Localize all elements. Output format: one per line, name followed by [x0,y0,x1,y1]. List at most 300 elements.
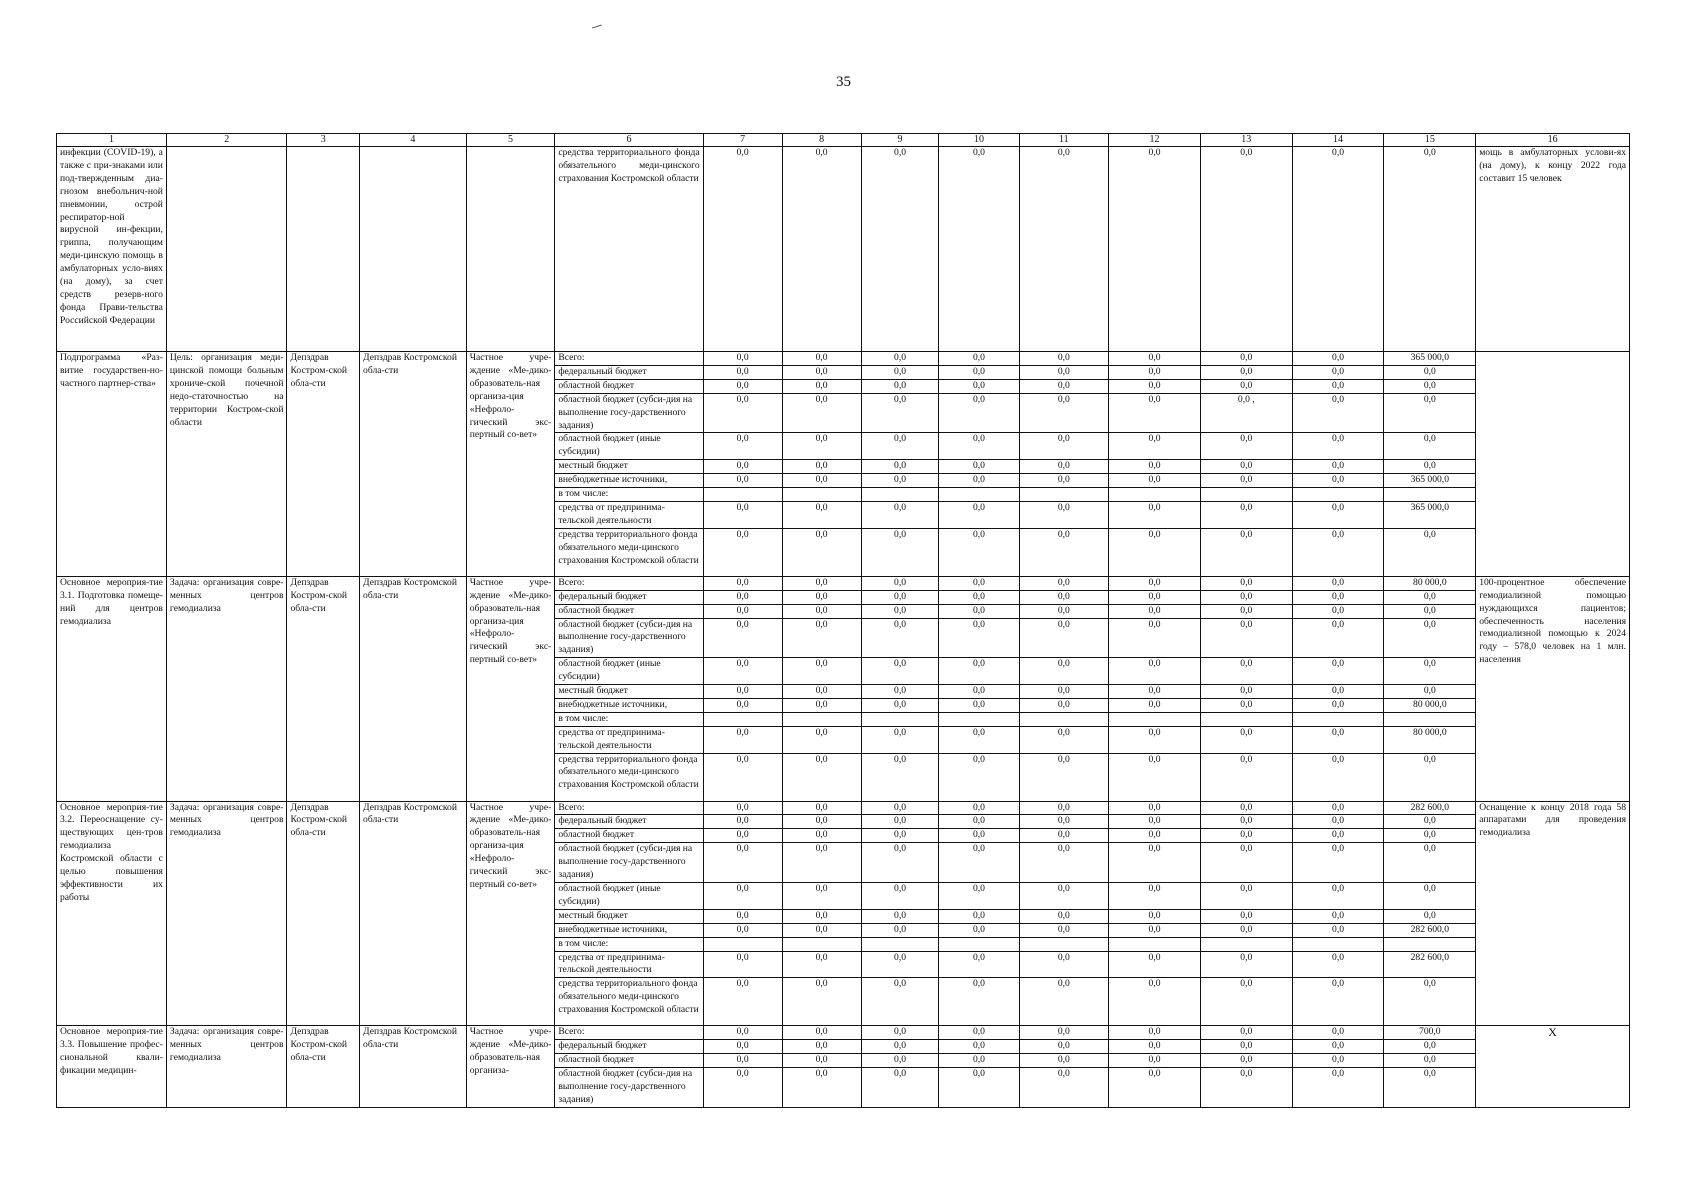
funding-source: областной бюджет (иные субсидии) [555,658,703,685]
value-cell: 0,0 [1109,1054,1201,1068]
value-cell: 0,0 [939,951,1019,978]
funding-source: областной бюджет [555,379,703,393]
value-cell: 0,0 [1109,147,1201,352]
value-cell: 0,0 [939,978,1019,1026]
value-cell: 0,0 [703,1054,782,1068]
value-cell: 0,0 [703,1040,782,1054]
funding-source: Всего: [555,1026,703,1040]
value-cell: 0,0 [1109,923,1201,937]
value-cell: 0,0 [1109,658,1201,685]
value-cell: 0,0 [1200,501,1292,528]
funding-source: федеральный бюджет [555,1040,703,1054]
funding-source: средства от предпринима-тельской деятельности [555,501,703,528]
value-cell [1109,712,1201,726]
value-cell: 0,0 [861,685,939,699]
value-cell: 0,0 [1384,528,1476,576]
value-cell: 0,0 [782,1040,861,1054]
value-cell: 0,0 [1200,801,1292,815]
value-cell: 0,0 [1200,365,1292,379]
value-cell: 0,0 [782,460,861,474]
value-cell: 0,0 [782,147,861,352]
empty-cell [166,147,287,352]
value-cell: 0,0 [1109,590,1201,604]
value-cell: 0,0 [1292,618,1384,658]
funding-source: областной бюджет [555,604,703,618]
funding-row [57,801,1630,815]
value-cell: 0,0 [939,843,1019,883]
value-cell: 0,0 [782,365,861,379]
coexecutor: Депздрав Костром-ской обла-сти [287,801,360,1026]
value-cell: 0,0 [1292,1054,1384,1068]
executor: Частное учре-ждение «Ме-дико-образователь-ная организа-ция «Нефроло-гический экс-пертный со-вет» [466,576,555,801]
value-cell: 0,0 [1384,393,1476,433]
value-cell: 0,0 [861,1026,939,1040]
value-cell: 0,0 [1019,801,1109,815]
value-cell: 282 600,0 [1384,923,1476,937]
value-cell: 365 000,0 [1384,474,1476,488]
value-cell: 0,0 [861,528,939,576]
value-cell [703,937,782,951]
value-cell: 0,0 [939,1068,1019,1108]
value-cell: 0,0 [782,801,861,815]
value-cell: 0,0 [861,658,939,685]
coexecutor: Депздрав Костром-ской обла-сти [287,1026,360,1107]
value-cell: 0,0 [703,618,782,658]
funding-source: областной бюджет (субси-дия на выполнение госу-дарственного задания) [555,618,703,658]
value-cell: 0,0 [861,576,939,590]
funding-row [57,352,1630,366]
value-cell: 0,0 [939,658,1019,685]
value-cell: 282 600,0 [1384,801,1476,815]
expected-result: Х [1476,1026,1630,1107]
funding-source: областной бюджет (субси-дия на выполнение госу-дарственного задания) [555,393,703,433]
value-cell: 0,0 [1109,393,1201,433]
value-cell [1019,488,1109,502]
funding-source: федеральный бюджет [555,365,703,379]
funding-source: средства от предпринима-тельской деятельности [555,951,703,978]
value-cell: 0,0 [1019,1054,1109,1068]
value-cell: 0,0 [1384,618,1476,658]
executor: Частное учре-ждение «Ме-дико-образователь-ная организа-ция «Нефроло-гический экс-пертный со-вет» [466,352,555,577]
value-cell: 0,0 [861,1040,939,1054]
value-cell: 0,0 [1109,618,1201,658]
goal-task: Задача: организация совре-менных центров гемодиализа [166,1026,287,1107]
value-cell: 0,0 [939,753,1019,801]
value-cell: 0,0 [1109,576,1201,590]
value-cell: 0,0 [1200,1054,1292,1068]
value-cell: 0,0 [1384,753,1476,801]
value-cell: 0,0 [1200,829,1292,843]
value-cell: 0,0 [1019,433,1109,460]
value-cell [703,712,782,726]
value-cell: 0,0 [1200,528,1292,576]
value-cell: 0,0 [1292,433,1384,460]
value-cell: 0,0 [861,474,939,488]
column-number: 16 [1476,134,1630,147]
value-cell: 0,0 [861,753,939,801]
value-cell: 0,0 [1200,604,1292,618]
value-cell: 0,0 [1200,698,1292,712]
value-cell: 0,0 [1292,829,1384,843]
value-cell: 0,0 [703,365,782,379]
value-cell: 0,0 [861,1068,939,1108]
value-cell: 0,0 [1292,393,1384,433]
value-cell: 80 000,0 [1384,576,1476,590]
value-cell: 0,0 [782,978,861,1026]
value-cell: 0,0 [861,501,939,528]
value-cell: 0,0 [1109,883,1201,910]
value-cell: 0,0 [1109,801,1201,815]
funding-source: местный бюджет [555,460,703,474]
measure-name: Основное мероприя-тие 3.3. Повышение профес-сиональной квали-фикации медицин- [57,1026,167,1107]
value-cell: 0,0 [782,923,861,937]
value-cell: 0,0 [1292,528,1384,576]
value-cell: 0,0 [1292,843,1384,883]
value-cell: 0,0 [1019,951,1109,978]
value-cell: 0,0 [861,393,939,433]
empty-cell [466,147,555,352]
value-cell: 0,0 [1019,883,1109,910]
value-cell: 0,0 [939,460,1019,474]
value-cell: 0,0 [703,658,782,685]
value-cell: 0,0 [1292,147,1384,352]
funding-source: средства от предпринима-тельской деятельности [555,726,703,753]
value-cell: 0,0 [1109,1040,1201,1054]
value-cell: 0,0 [1292,801,1384,815]
value-cell: 0,0 [1384,658,1476,685]
value-cell: 0,0 [861,951,939,978]
value-cell: 0,0 [1019,829,1109,843]
column-number: 10 [939,134,1019,147]
value-cell [782,488,861,502]
value-cell: 0,0 [1384,1068,1476,1108]
value-cell: 0,0 [1200,978,1292,1026]
value-cell: 0,0 [1109,726,1201,753]
value-cell: 0,0 [939,352,1019,366]
value-cell: 0,0 [703,883,782,910]
value-cell: 0,0 [1292,576,1384,590]
value-cell: 0,0 [703,501,782,528]
value-cell: 0,0 [703,604,782,618]
column-number: 1 [57,134,167,147]
value-cell: 0,0 [939,474,1019,488]
value-cell: 0,0 [1292,658,1384,685]
value-cell: 0,0 [1200,1026,1292,1040]
value-cell: 0,0 [1019,753,1109,801]
column-number: 3 [287,134,360,147]
funding-source: в том числе: [555,488,703,502]
value-cell [1292,937,1384,951]
value-cell: 0,0 [782,1026,861,1040]
funding-source: в том числе: [555,937,703,951]
value-cell [1200,712,1292,726]
value-cell: 0,0 [1292,460,1384,474]
value-cell: 0,0 [1200,843,1292,883]
value-cell: 0,0 [782,576,861,590]
value-cell: 0,0 [861,801,939,815]
customer: Депздрав Костромской обла-сти [360,1026,467,1107]
measure-name: инфекции (COVID-19), а также с при-знаками или под-твержденным диа-гнозом внебольнич-ной пневмонии, острой респиратор-ной вирусной ин-фекции, гриппа, получающим меди-цинскую помощь в амбулаторных усло-виях (на дому), за счет средств резерв-ного фонда Прави-тельства Российской Федерации [57,147,167,352]
value-cell: 0,0 [1019,726,1109,753]
value-cell: 0,0 [861,1054,939,1068]
value-cell: 0,0 [1019,528,1109,576]
value-cell: 0,0 [782,815,861,829]
value-cell: 0,0 [939,501,1019,528]
value-cell: 0,0 [939,618,1019,658]
value-cell: 700,0 [1384,1026,1476,1040]
value-cell: 0,0 [1292,474,1384,488]
value-cell: 0,0 [1019,843,1109,883]
value-cell: 0,0 [1384,909,1476,923]
column-number: 6 [555,134,703,147]
value-cell: 0,0 [1019,815,1109,829]
value-cell: 0,0 [1019,1026,1109,1040]
value-cell: 0,0 [1384,685,1476,699]
funding-source: федеральный бюджет [555,590,703,604]
value-cell: 0,0 [1019,147,1109,352]
funding-source: областной бюджет (иные субсидии) [555,883,703,910]
value-cell: 0,0 [1292,501,1384,528]
value-cell: 0,0 [1292,365,1384,379]
customer: Депздрав Костромской обла-сти [360,576,467,801]
value-cell: 0,0 [1109,365,1201,379]
value-cell: 0,0 [703,460,782,474]
value-cell: 0,0 [861,365,939,379]
value-cell: 0,0 [703,753,782,801]
value-cell: 0,0 [1384,433,1476,460]
column-number: 14 [1292,134,1384,147]
value-cell: 0,0 [1019,352,1109,366]
value-cell: 0,0 [782,685,861,699]
value-cell: 0,0 [1292,698,1384,712]
value-cell: 0,0 [939,604,1019,618]
value-cell: 0,0 [1109,843,1201,883]
value-cell: 0,0 [861,618,939,658]
value-cell: 0,0 [782,604,861,618]
value-cell [861,937,939,951]
value-cell: 0,0 [1292,1040,1384,1054]
value-cell: 0,0 [703,528,782,576]
value-cell: 0,0 [1109,829,1201,843]
value-cell: 0,0 [782,618,861,658]
value-cell: 0,0 [1384,978,1476,1026]
value-cell: 282 600,0 [1384,951,1476,978]
value-cell: 365 000,0 [1384,352,1476,366]
value-cell: 0,0 [1292,685,1384,699]
value-cell: 0,0 [782,658,861,685]
expected-result: 100-процентное обеспечение гемодиализной помощью нуждающихся пациентов; обеспеченность населения гемодиализной помощью к 2024 году – 578,0 человек на 1 млн. населения [1476,576,1630,801]
value-cell: 0,0 [703,393,782,433]
funding-row [57,1026,1630,1040]
value-cell: 0,0 [1019,618,1109,658]
funding-source: средства территориального фонда обязательного меди-цинского страхования Костромской области [555,978,703,1026]
value-cell: 0,0 [703,923,782,937]
value-cell: 0,0 [1292,951,1384,978]
column-number: 13 [1200,134,1292,147]
value-cell: 0,0 [861,815,939,829]
column-number: 2 [166,134,287,147]
value-cell: 0,0 [1200,379,1292,393]
funding-source: федеральный бюджет [555,815,703,829]
value-cell: 0,0 [1109,528,1201,576]
value-cell: 0,0 [1109,1068,1201,1108]
budget-table-sheet [56,133,1630,1108]
value-cell: 0,0 [1292,753,1384,801]
value-cell: 0,0 [939,365,1019,379]
value-cell: 0,0 [782,379,861,393]
funding-source: внебюджетные источники, [555,474,703,488]
funding-source: Всего: [555,576,703,590]
value-cell: 365 000,0 [1384,501,1476,528]
value-cell: 0,0 [1019,379,1109,393]
value-cell: 0,0 [1200,590,1292,604]
value-cell: 0,0 [1200,685,1292,699]
value-cell: 0,0 [861,460,939,474]
value-cell: 0,0 [861,604,939,618]
value-cell: 0,0 [1200,576,1292,590]
value-cell [1384,488,1476,502]
value-cell: 0,0 [1292,590,1384,604]
value-cell: 0,0 [939,801,1019,815]
value-cell: 0,0 [861,883,939,910]
value-cell: 0,0 [939,815,1019,829]
value-cell: 0,0 [782,698,861,712]
executor: Частное учре-ждение «Ме-дико-образователь-ная организа-ция «Нефроло-гический экс-пертный со-вет» [466,801,555,1026]
value-cell: 0,0 [1384,1040,1476,1054]
budget-table [56,133,1630,1108]
value-cell: 0,0 [1292,1026,1384,1040]
funding-source: внебюджетные источники, [555,923,703,937]
funding-source: внебюджетные источники, [555,698,703,712]
value-cell: 0,0 [782,528,861,576]
value-cell: 0,0 [1019,393,1109,433]
value-cell: 0,0 [782,829,861,843]
column-number: 5 [466,134,555,147]
funding-source: местный бюджет [555,685,703,699]
value-cell: 0,0 [939,685,1019,699]
value-cell [861,488,939,502]
column-number: 8 [782,134,861,147]
value-cell: 0,0 [939,147,1019,352]
empty-cell [287,147,360,352]
value-cell: 0,0 [1109,698,1201,712]
value-cell: 0,0 [1292,923,1384,937]
value-cell: 0,0 [1200,909,1292,923]
measure-name: Основное мероприя-тие 3.1. Подготовка помеще-ний для центров гемодиализа [57,576,167,801]
scan-mark [592,25,602,30]
value-cell: 0,0 [703,726,782,753]
value-cell: 0,0 [1384,604,1476,618]
value-cell: 0,0 [1200,883,1292,910]
value-cell [939,937,1019,951]
value-cell [1019,712,1109,726]
value-cell: 0,0 [1200,147,1292,352]
value-cell: 0,0 [1200,753,1292,801]
value-cell: 0,0 [861,352,939,366]
customer: Депздрав Костромской обла-сти [360,352,467,577]
value-cell: 0,0 [782,753,861,801]
funding-source: областной бюджет (субси-дия на выполнение госу-дарственного задания) [555,1068,703,1108]
coexecutor: Депздрав Костром-ской обла-сти [287,576,360,801]
value-cell: 0,0 [703,843,782,883]
value-cell [782,712,861,726]
value-cell: 0,0 [861,909,939,923]
expected-result: Оснащение к концу 2018 года 58 аппаратами для проведения гемодиализа [1476,801,1630,1026]
coexecutor: Депздрав Костром-ской обла-сти [287,352,360,577]
expected-result: мощь в амбулаторных услови-ях (на дому), к концу 2022 года составит 15 человек [1476,147,1630,352]
value-cell: 0,0 [1200,815,1292,829]
value-cell: 0,0 [861,590,939,604]
value-cell: 0,0 [1384,815,1476,829]
value-cell: 0,0 [1200,352,1292,366]
value-cell [1384,937,1476,951]
value-cell: 0,0 [1109,460,1201,474]
goal-task: Задача: организация совре-менных центров гемодиализа [166,576,287,801]
goal-task: Задача: организация совре-менных центров гемодиализа [166,801,287,1026]
value-cell: 0,0 [1019,474,1109,488]
value-cell: 0,0 [939,1054,1019,1068]
value-cell: 0,0 [1019,658,1109,685]
value-cell: 0,0 [939,1040,1019,1054]
value-cell: 0,0 [1019,698,1109,712]
value-cell: 0,0 [1109,352,1201,366]
value-cell: 0,0 [1019,501,1109,528]
value-cell [939,488,1019,502]
funding-source: средства территориального фонда обязательного меди-цинского страхования Костромской области [555,147,703,352]
value-cell: 0,0 [861,698,939,712]
value-cell: 0,0 [703,1026,782,1040]
value-cell: 0,0 [1384,590,1476,604]
value-cell: 0,0 [1019,685,1109,699]
value-cell: 0,0 [782,883,861,910]
value-cell: 0,0 [782,909,861,923]
value-cell: 0,0 [782,433,861,460]
value-cell: 0,0 [1384,379,1476,393]
value-cell: 0,0 [939,590,1019,604]
value-cell: 0,0 [1200,1040,1292,1054]
value-cell: 0,0 [1292,883,1384,910]
value-cell: 0,0 [703,815,782,829]
value-cell: 0,0 [703,685,782,699]
value-cell: 0,0 [1019,576,1109,590]
value-cell: 0,0 [703,576,782,590]
value-cell: 0,0 [1019,460,1109,474]
value-cell [1384,712,1476,726]
value-cell: 80 000,0 [1384,726,1476,753]
measure-name: Основное мероприя-тие 3.2. Переоснащение су-ществующих цен-тров гемодиализа Костромской области с целью повышения эффективности их работы [57,801,167,1026]
value-cell: 0,0 [1109,604,1201,618]
column-number: 7 [703,134,782,147]
value-cell: 0,0 [1019,1040,1109,1054]
value-cell: 0,0 [939,379,1019,393]
column-number: 15 [1384,134,1476,147]
funding-source: средства территориального фонда обязательного меди-цинского страхования Костромской области [555,528,703,576]
value-cell: 0,0 [939,923,1019,937]
value-cell: 0,0 [703,147,782,352]
value-cell: 0,0 [1019,1068,1109,1108]
value-cell: 0,0 [1384,1054,1476,1068]
value-cell: 0,0 [1200,726,1292,753]
column-number: 9 [861,134,939,147]
measure-name: Подпрограмма «Раз-витие государствен-но-частного партнер-ства» [57,352,167,577]
value-cell: 0,0 [1109,951,1201,978]
value-cell: 0,0 [939,433,1019,460]
value-cell: 0,0 [703,951,782,978]
value-cell: 0,0 [861,829,939,843]
funding-source: в том числе: [555,712,703,726]
value-cell [1292,488,1384,502]
value-cell: 0,0 [861,978,939,1026]
